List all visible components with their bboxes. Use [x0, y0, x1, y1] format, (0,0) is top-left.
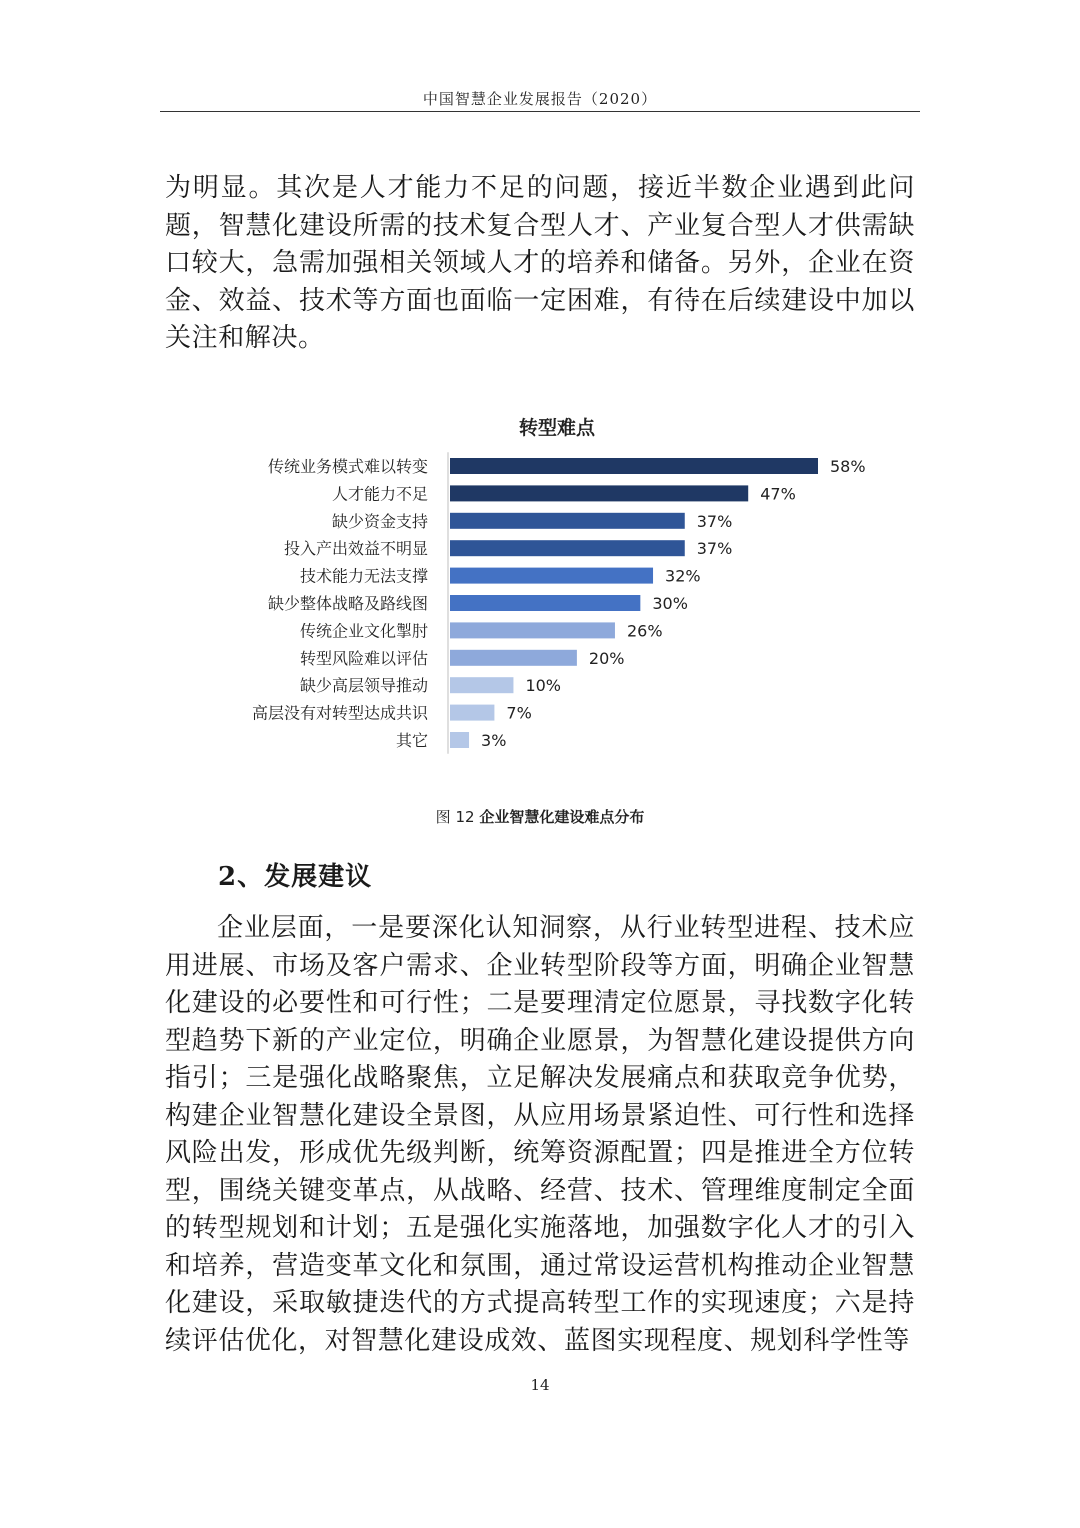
bar — [450, 732, 469, 748]
section-heading: 2、发展建议 — [218, 862, 373, 892]
figure-caption — [160, 806, 920, 827]
chart-canvas — [160, 395, 920, 775]
category-label: 人才能力不足 — [331, 484, 428, 504]
category-label: 转型风险难以评估 — [299, 648, 428, 668]
header-rule — [160, 111, 920, 112]
category-label: 缺少整体战略及路线图 — [267, 594, 428, 613]
category-label: 高层没有对转型达成共识 — [251, 703, 428, 723]
category-label: 技术能力无法支撑 — [299, 566, 428, 586]
category-label: 缺少高层领导推动 — [299, 676, 428, 696]
body-paragraph-top: 为明显。其次是人才能力不足的问题，接近半数企业遇到此问题，智慧化建设所需的技术复合型人才、产业复合型人才供需缺口较大，急需加强相关领域人才的培养和储备。另外，企业在资金、效益、技术等方面也面临一定困难，有待在后续建设中加以关注和解决。 — [165, 173, 915, 353]
category-label: 其它 — [395, 731, 428, 750]
bar-chart — [160, 395, 920, 775]
value-label: 58% — [830, 457, 866, 476]
category-label: 缺少资金支持 — [331, 511, 428, 531]
bar — [450, 458, 818, 474]
chart-title: 转型难点 — [518, 417, 595, 439]
category-label: 传统企业文化掣肘 — [299, 621, 428, 641]
page-number: 14 — [530, 1376, 550, 1394]
bar — [450, 677, 513, 693]
bar — [450, 513, 685, 529]
value-label: 37% — [696, 511, 733, 531]
value-label: 10% — [525, 676, 562, 696]
bar — [450, 540, 685, 556]
bar — [450, 595, 640, 611]
value-label: 20% — [588, 648, 625, 668]
figure-caption-label: 图 12 — [435, 808, 475, 826]
figure-caption-text: 企业智慧化建设难点分布 — [479, 808, 645, 826]
value-label: 37% — [696, 539, 733, 559]
body-paragraph-bottom: 企业层面，一是要深化认知洞察，从行业转型进程、技术应用进展、市场及客户需求、企业转型阶段等方面，明确企业智慧化建设的必要性和可行性；二是要理清定位愿景，寻找数字化转型趋势下新的产业定位，明确企业愿景，为智慧化建设提供方向指引；三是强化战略聚焦，立足解决发展痛点和获取竞争优势，构建企业智慧化建设全景图，从应用场景紧迫性、可行性和选择风险出发，形成优先级判断，统筹资源配置；四是推进全方位转型，围绕关键变革点，从战略、经营、技术、管理维度制定全面的转型规划和计划；五是强化实施落地，加强数字化人才的引入和培养，营造变革文化和氛围，通过常设运营机构推动企业智慧化建设，采取敏捷迭代的方式提高转型工作的实现速度；六是持续评估优化，对智慧化建设成效、蓝图实现程度、规划科学性等 — [165, 913, 915, 1356]
value-label: 3% — [481, 731, 507, 750]
bar — [450, 650, 577, 666]
bar — [450, 705, 494, 721]
bar — [450, 622, 615, 638]
running-header: 中国智慧企业发展报告（2020） — [422, 90, 658, 108]
category-label: 投入产出效益不明显 — [283, 539, 428, 559]
value-label: 30% — [652, 594, 688, 613]
value-label: 32% — [665, 566, 701, 586]
bar — [450, 568, 653, 584]
value-label: 26% — [626, 621, 663, 641]
bar — [450, 485, 748, 501]
category-label: 传统业务模式难以转变 — [267, 457, 428, 476]
value-label: 7% — [506, 703, 532, 723]
value-label: 47% — [760, 484, 796, 504]
